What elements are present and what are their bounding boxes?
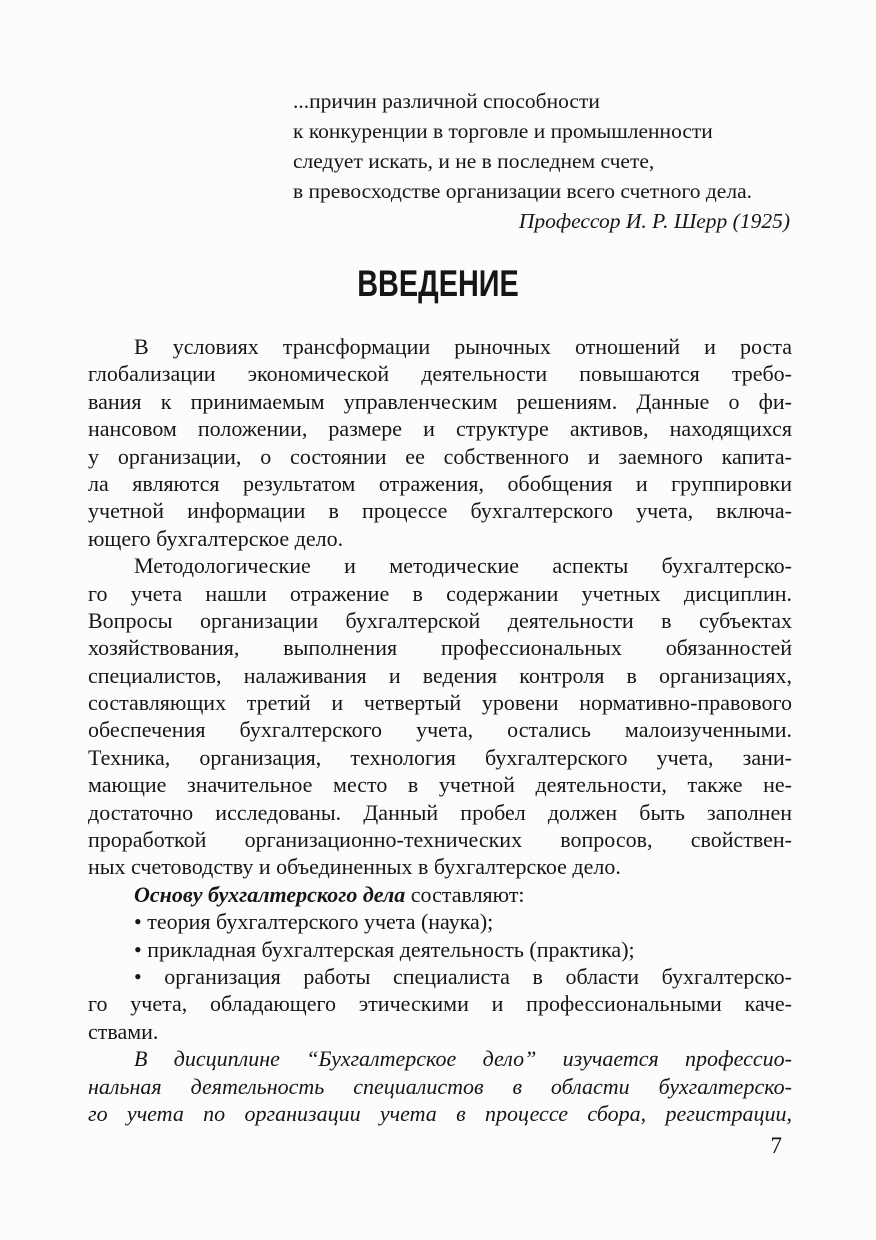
text-segment: составляют: xyxy=(405,881,525,907)
bullet-organization-line: ствами. xyxy=(88,1018,159,1044)
intro-paragraph-line: учетной информации в процессе бухгалтерского учета, включа- xyxy=(88,498,792,524)
methodology-paragraph-line: Методологические и методические аспекты бухгалтерско- xyxy=(134,553,792,579)
epigraph-line: к конкуренции в торговле и промышленности xyxy=(293,119,713,143)
methodology-paragraph-line: мающие значительное место в учетной деятельности, также не- xyxy=(88,772,792,798)
body-text xyxy=(88,333,792,1127)
discipline-paragraph-line: В дисциплине “Бухгалтерское дело” изучается профессио- xyxy=(134,1046,792,1072)
methodology-paragraph-line: проработкой организационно-технических вопросов, свойствен- xyxy=(88,827,792,853)
discipline-paragraph-line: нальная деятельность специалистов в области бухгалтерско- xyxy=(88,1073,792,1099)
bullet-theory-line: • теория бухгалтерского учета (наука); xyxy=(134,909,494,935)
methodology-paragraph-line: Вопросы организации бухгалтерской деятельности в субъектах xyxy=(88,607,792,633)
methodology-paragraph-line: составляющих третий и четвертый уровени нормативно-правового xyxy=(88,690,792,716)
methodology-paragraph-line: обеспечения бухгалтерского учета, остались малоизученными. xyxy=(88,717,792,743)
intro-paragraph-line: ла являются результатом отражения, обобщения и группировки xyxy=(88,470,792,496)
discipline-paragraph-line: го учета по организации учета в процессе сбора, регистрации, xyxy=(88,1100,792,1126)
epigraph-line: в превосходстве организации всего счетного дела. xyxy=(293,179,752,203)
epigraph-attribution: Профессор И. Р. Шерр (1925) xyxy=(518,209,790,233)
chapter-title: ВВЕДЕНИЕ xyxy=(357,263,519,304)
methodology-paragraph-line: специалистов, налаживания и ведения контроля в организациях, xyxy=(88,662,792,688)
epigraph xyxy=(293,86,790,236)
methodology-paragraph-line: ных счетоводству и объединенных в бухгалтерское дело. xyxy=(88,854,621,880)
epigraph-line: следует искать, и не в последнем счете, xyxy=(293,149,655,173)
intro-paragraph-line: нансовом положении, размере и структуре активов, находящихся xyxy=(88,416,792,442)
methodology-paragraph-line: го учета нашли отражение в содержании учетных дисциплин. xyxy=(88,580,792,606)
epigraph-line: ...причин различной способности xyxy=(293,89,600,113)
intro-paragraph-line: В условиях трансформации рыночных отношений и роста xyxy=(134,334,792,359)
page-number: 7 xyxy=(770,1133,782,1158)
bullet-organization-line: го учета, обладающего этическими и профессиональными каче- xyxy=(88,991,792,1017)
bullet-organization-line: • организация работы специалиста в области бухгалтерско- xyxy=(134,963,792,989)
text-segment: Основу бухгалтерского дела xyxy=(134,881,406,907)
intro-paragraph-line: вания к принимаемым управленческим решениям. Данные о фи- xyxy=(88,388,792,414)
methodology-paragraph-line: хозяйствования, выполнения профессиональных обязанностей xyxy=(88,635,792,661)
bullet-practice-line: • прикладная бухгалтерская деятельность (практика); xyxy=(134,936,635,962)
methodology-paragraph-line: Техника, организация, технология бухгалтерского учета, зани- xyxy=(88,744,792,770)
intro-paragraph-line: ющего бухгалтерское дело. xyxy=(88,525,344,551)
methodology-paragraph-line: достаточно исследованы. Данный пробел должен быть заполнен xyxy=(88,799,792,825)
intro-paragraph-line: глобализации экономической деятельности повышаются требо- xyxy=(88,361,792,387)
basis-lead-line-line xyxy=(88,881,792,908)
intro-paragraph-line: у организации, о состоянии ее собственного и заемного капита- xyxy=(88,443,792,469)
